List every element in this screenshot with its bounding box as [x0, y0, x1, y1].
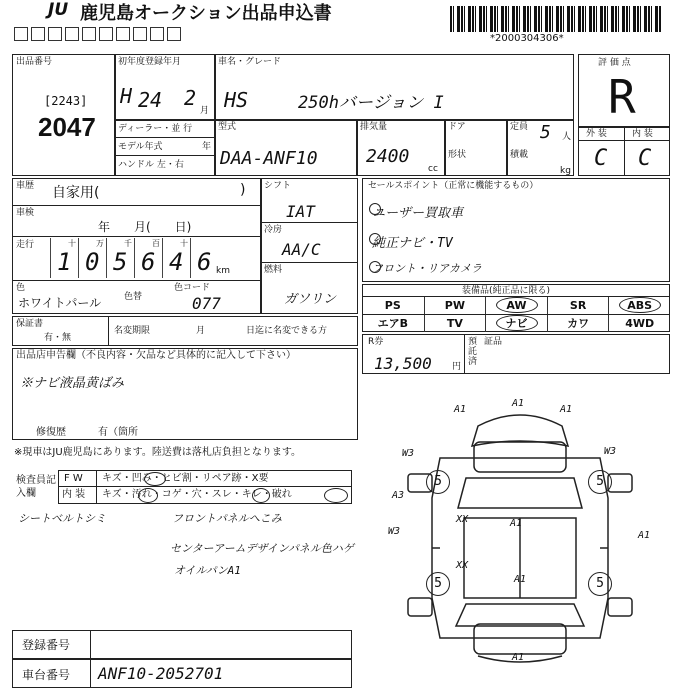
color-label: 色 [16, 283, 26, 293]
interior-row-label: 内 装 [62, 489, 86, 500]
mileage-unit: km [216, 266, 230, 276]
mileage-digit [190, 238, 218, 278]
inspector-note: オイルパンA1 [174, 564, 241, 577]
mileage-digit [106, 238, 134, 278]
capacity-unit: 人 [562, 132, 572, 142]
transmission-label: シフト [264, 181, 292, 191]
damage-mark: XX [456, 560, 469, 571]
lot-number: 2047 [38, 112, 96, 142]
check-box[interactable] [82, 27, 96, 41]
interior-label: 内 装 [632, 129, 653, 139]
usage-value: 自家用( [52, 185, 100, 201]
check-box[interactable] [133, 27, 147, 41]
reg-label: 登録番号 [22, 638, 71, 652]
usage-label: 車歴 [16, 181, 35, 191]
mileage-unit-mark: 千 [124, 239, 132, 248]
displacement-unit: cc [428, 164, 438, 174]
inspector-note: センターアームデザインパネル色ハゲ [170, 542, 354, 555]
katashiki-label: 型式 [218, 122, 237, 132]
tire-circle: 5 [588, 572, 612, 596]
mileage-digit [162, 238, 190, 278]
car-grade: 250hバージョン I [298, 93, 444, 113]
mileage-digit-value: 6 [141, 248, 156, 276]
check-box[interactable] [99, 27, 113, 41]
damage-mark: W3 [388, 526, 401, 537]
lot-label: 出品番号 [16, 57, 53, 67]
shape-label: 形状 [448, 150, 467, 160]
mileage-unit-mark: 百 [152, 239, 160, 248]
bullet-circle [369, 233, 381, 245]
capacity-value: 5 [540, 122, 551, 143]
registration-year: 24 [138, 88, 163, 112]
equipment-item: エアB [377, 317, 408, 330]
circle-mark [324, 488, 348, 503]
interior-grade: C [638, 146, 652, 171]
bullet-circle [369, 261, 381, 273]
expiry-month: 月 [196, 326, 206, 336]
damage-mark: A1 [512, 652, 525, 663]
color-change-label: 色替 [124, 292, 143, 302]
tire-circle: 5 [426, 572, 450, 596]
katashiki-value: DAA-ANF10 [220, 148, 318, 169]
damage-mark: A1 [512, 398, 525, 409]
capacity-label: 定員 [510, 122, 529, 132]
ticket-label: 証品 [484, 337, 503, 347]
load-label: 積載 [510, 150, 529, 160]
equipment-item: 4WD [608, 315, 670, 332]
damage-mark: A1 [514, 574, 527, 585]
load-unit: kg [560, 166, 571, 176]
repair-label: 修復歴 [36, 427, 66, 438]
mileage-label: 走行 [16, 240, 35, 250]
prepaid-label: 預託済 [468, 337, 478, 367]
header [14, 0, 434, 22]
damage-mark: XX [456, 514, 469, 525]
mileage-digit [78, 238, 106, 278]
mileage-unit-mark: 十 [180, 239, 188, 248]
inspection-text: 年 月( 日) [98, 220, 192, 234]
circle-mark [252, 488, 270, 503]
mileage-digit [134, 238, 162, 278]
damage-mark: A1 [560, 404, 573, 415]
price-unit: 円 [452, 362, 462, 372]
price-value: 13,500 [374, 354, 432, 373]
registration-month: 2 [184, 86, 197, 110]
check-box[interactable] [14, 27, 28, 41]
mileage-digit-value: 6 [197, 248, 212, 276]
sales-point-item: ユーザー買取車 [372, 206, 464, 221]
tire-circle: 5 [588, 470, 612, 494]
handle-label: ハンドル 左・右 [118, 160, 184, 170]
aircon-value: AA/C [282, 240, 321, 259]
sales-points-label: セールスポイント（正常に機能するもの） [368, 181, 539, 191]
logo: JU [48, 0, 69, 20]
displacement-value: 2400 [366, 146, 410, 167]
inspection-label: 車検 [16, 208, 35, 218]
expiry-label: 名変期限 [114, 326, 151, 336]
bullet-circle [369, 203, 381, 215]
registration-label: 初年度登録年月 [118, 57, 182, 67]
check-box[interactable] [48, 27, 62, 41]
fuel-label: 燃料 [264, 265, 283, 275]
check-box[interactable] [167, 27, 181, 41]
check-box[interactable] [150, 27, 164, 41]
equipment-item: TV [424, 315, 486, 332]
circle-mark [144, 472, 166, 486]
damage-mark: A1 [454, 404, 467, 415]
equipment-item: PW [424, 297, 486, 314]
inspector-label: 検査員記入欄 [16, 475, 56, 499]
damage-mark: A1 [510, 518, 523, 529]
mileage-digit-value: 5 [113, 248, 128, 276]
dealer-label: ディーラー・並 行 [118, 124, 193, 134]
barcode [450, 6, 662, 32]
transmission-value: IAT [286, 202, 315, 221]
sales-point-item: 純正ナビ・TV [372, 236, 453, 251]
chassis-value: ANF10-2052701 [98, 664, 224, 683]
price-label: R券 [368, 337, 384, 347]
equipment-circle [496, 315, 538, 331]
check-box[interactable] [116, 27, 130, 41]
equipment-label: 装備品(純正品に限る) [462, 286, 551, 296]
lot-sub-number: [2243] [44, 94, 88, 108]
fw-label: F W [64, 473, 83, 484]
exterior-label: 外 装 [586, 129, 607, 139]
check-box[interactable] [31, 27, 45, 41]
aircon-label: 冷房 [264, 225, 283, 235]
equipment-circle [619, 297, 661, 313]
color-code-label: 色コード [174, 283, 211, 293]
check-box[interactable] [65, 27, 79, 41]
circle-mark [138, 488, 158, 503]
damage-mark: W3 [402, 448, 415, 459]
mileage-digit-value: 1 [57, 248, 72, 276]
defects-label: 出品店申告欄（不良内容・欠品など具体的に記入して下さい） [16, 350, 296, 361]
equipment-item: ABS [608, 297, 670, 314]
damage-mark: A3 [392, 490, 405, 501]
interior-items: キズ・汚れ・コゲ・穴・スレ・キレ・破れ [102, 489, 292, 500]
color-code: 077 [192, 294, 221, 313]
equipment-item: PS [384, 299, 401, 312]
doors-label: ドア [448, 122, 466, 132]
equipment-item: AW [485, 297, 547, 314]
mileage-digit-value: 4 [169, 248, 184, 276]
mileage-digit [50, 238, 78, 278]
year-unit: 年 [202, 142, 212, 152]
warranty-label: 保証書 [16, 319, 44, 329]
damage-mark: A1 [638, 530, 651, 541]
equipment-item: カワ [547, 315, 609, 332]
equipment-item: ナビ [485, 315, 547, 332]
fw-items: キズ・凹み・ヒビ割・リペア跡・X要 [102, 473, 269, 484]
expiry-until: 日迄に名変できる方 [246, 326, 328, 336]
mileage-digit-value: 0 [85, 248, 100, 276]
equipment-item: SR [547, 297, 609, 314]
inspector-note: シートベルトシミ [18, 512, 106, 525]
registration-era: H [120, 84, 133, 108]
color-value: ホワイトパール [18, 296, 102, 310]
warranty-value: 有・無 [44, 333, 72, 343]
car-model: HS [224, 88, 249, 112]
model-year-label: モデル年式 [118, 142, 163, 152]
defects-note: ※ナビ液晶黄ばみ [20, 376, 125, 391]
checkbox-row [14, 26, 184, 45]
displacement-label: 排気量 [360, 122, 388, 132]
mileage-unit-mark: 万 [96, 239, 104, 248]
fuel-value: ガソリン [284, 292, 337, 307]
inspector-note: フロントパネルへこみ [172, 512, 282, 525]
damage-mark: W3 [604, 446, 617, 457]
mileage-field[interactable] [50, 238, 234, 278]
rating-score: R [608, 70, 636, 124]
form-title: 鹿児島オークション出品申込書 [80, 3, 332, 24]
barcode-number: *2000304306* [490, 33, 564, 44]
rating-label: 評 価 点 [598, 58, 631, 68]
usage-close: ) [240, 182, 246, 198]
exterior-grade: C [594, 146, 608, 171]
mileage-unit-mark: 十 [68, 239, 76, 248]
notice: ※現車はJU鹿児島にあります。陸送費は落札店負担となります。 [14, 447, 302, 458]
car-name-label: 車名・グレード [218, 57, 282, 67]
chassis-label: 車台番号 [22, 668, 71, 682]
equipment-circle [496, 297, 538, 313]
month-unit: 月 [200, 106, 210, 116]
tire-circle: 5 [426, 470, 450, 494]
sales-point-item: フロント・リアカメラ [372, 262, 482, 275]
repair-value: 有（箇所 [98, 427, 138, 438]
